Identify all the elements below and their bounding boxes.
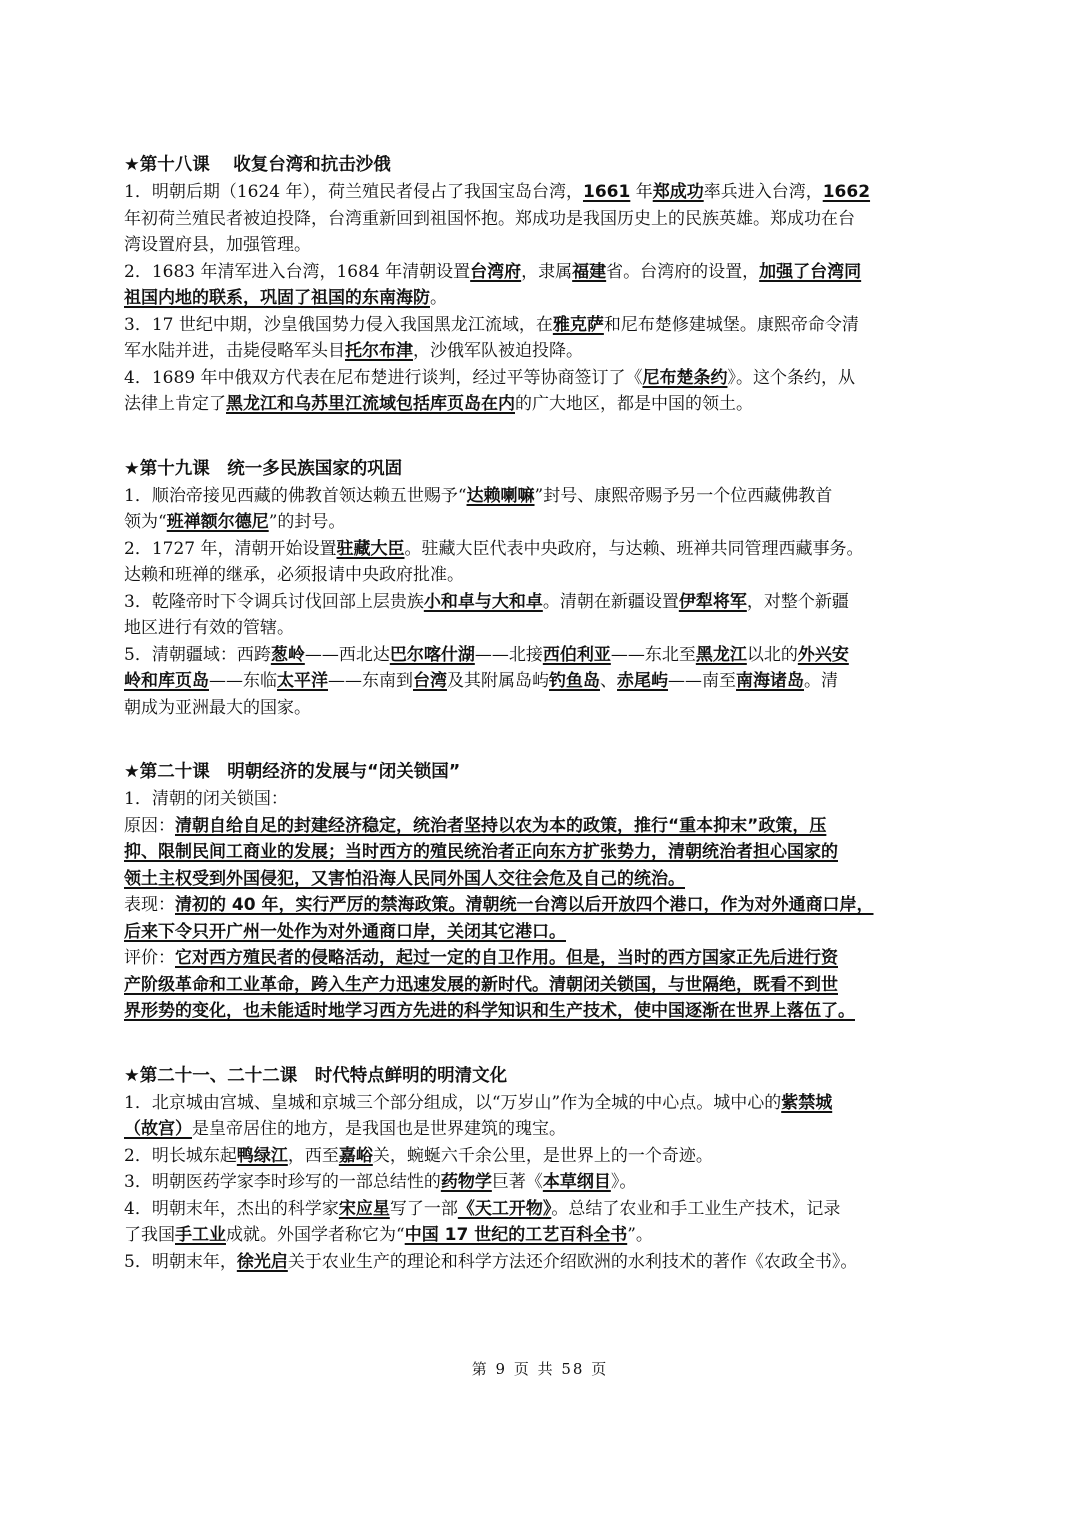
text-segment: 。总结了农业和手工业生产技术，记录: [551, 1198, 841, 1219]
key-term: 黑龙江: [695, 644, 747, 665]
lesson-title: ★第二十一、二十二课 时代特点鲜明的明清文化: [124, 1065, 508, 1086]
text-line: [124, 1222, 1012, 1249]
key-term: 药物学: [440, 1172, 492, 1192]
lesson-section: [124, 152, 1012, 418]
text-segment: ——西北达: [304, 644, 390, 665]
key-term: 驻藏大臣: [336, 538, 405, 559]
key-term: 台湾: [413, 671, 447, 691]
text-segment: 年: [630, 182, 653, 202]
text-segment: 评价：: [124, 948, 175, 968]
key-term: 中国 17 世纪的工艺百科全书: [404, 1225, 628, 1245]
key-term: 产阶级革命和工业革命，跨入生产力迅速发展的新时代。清朝闭关锁国，与世隔绝，既看不到世: [124, 974, 838, 995]
key-term: 抑、限制民间工商业的发展；当时西方的殖民统治者正向东方扩张势力，清朝统治者担心国家的: [124, 842, 838, 862]
text-segment: 2．明长城东起: [124, 1145, 237, 1166]
text-segment: 巨著《: [491, 1172, 543, 1192]
text-line: [124, 1090, 1012, 1117]
text-segment: 5．明朝末年，: [124, 1251, 237, 1272]
key-term: 宋应星: [338, 1198, 390, 1219]
text-line: [124, 1249, 1012, 1276]
key-term: 清朝自给自足的封建经济稳定，统治者坚持以农为本的政策，推行“重本抑末”政策，压: [175, 815, 827, 836]
text-segment: 。驻藏大臣代表中央政府，与达赖、班禅共同管理西藏事务。: [404, 538, 864, 559]
key-term: 黑龙江和乌苏里江流域包括库页岛在内: [226, 394, 515, 414]
text-segment: 》。: [610, 1172, 637, 1192]
text-segment: 湾设置府县，加强管理。: [124, 235, 311, 255]
text-segment: 法律上肯定了: [124, 394, 226, 414]
text-line: [124, 839, 1012, 866]
text-segment: ——东北至: [610, 644, 696, 665]
text-segment: 原因：: [124, 815, 175, 836]
key-term: 福建: [572, 261, 607, 282]
text-line: [124, 1116, 1012, 1143]
text-segment: 3．明朝医药学家李时珍写的一部总结性的: [124, 1172, 441, 1192]
text-segment: ”封号、康熙帝赐予另一个位西藏佛教首: [534, 485, 833, 506]
text-segment: 地区进行有效的管辖。: [124, 618, 294, 638]
text-line: [124, 642, 1012, 669]
text-segment: 关，蜿蜒六千余公里，是世界上的一个奇迹。: [372, 1145, 713, 1166]
text-segment: 及其附属岛屿: [447, 671, 549, 691]
text-line: [124, 259, 1012, 286]
text-segment: 1．明朝后期（1624 年），荷兰殖民者侵占了我国宝岛台湾，: [124, 182, 583, 202]
text-segment: 和尼布楚修建城堡。康熙帝命令清: [603, 314, 859, 335]
key-term: 钓鱼岛: [549, 671, 600, 691]
key-term: （故宫）: [124, 1119, 192, 1139]
text-segment: ，西至: [287, 1145, 339, 1166]
text-segment: 。: [430, 288, 447, 308]
key-term: 鸭绿江: [236, 1145, 288, 1166]
text-segment: 1．北京城由宫城、皇城和京城三个部分组成，以“万岁山”作为全城的中心点。城中心的: [124, 1092, 782, 1113]
key-term: 它对西方殖民者的侵略活动，起过一定的自卫作用。但是，当时的西方国家正先后进行资: [175, 948, 838, 968]
key-term: 《天工开物》: [457, 1198, 552, 1219]
text-segment: 2．1727 年，清朝开始设置: [124, 538, 337, 559]
key-term: 葱岭: [270, 644, 305, 665]
key-term: 西伯利亚: [542, 644, 611, 665]
text-line: [124, 562, 1012, 589]
text-line: [124, 206, 1012, 233]
text-line: [124, 509, 1012, 536]
text-line: [124, 365, 1012, 392]
text-segment: ——南至: [668, 671, 736, 691]
key-term: 紫禁城: [781, 1092, 833, 1113]
text-segment: 写了一部: [389, 1198, 458, 1219]
key-term: 1661: [582, 182, 631, 202]
text-segment: 4．明朝末年，杰出的科学家: [124, 1198, 339, 1219]
text-segment: 朝成为亚洲最大的国家。: [124, 697, 311, 718]
text-segment: 领为“: [124, 512, 167, 532]
key-term: 巴尔喀什湖: [389, 644, 475, 665]
text-line: [124, 312, 1012, 339]
text-line: [124, 232, 1012, 259]
lesson-section: [124, 456, 1012, 722]
key-term: 加强了台湾同: [759, 261, 862, 282]
lesson-title: ★第十九课 统一多民族国家的巩固: [124, 458, 403, 479]
text-segment: ”。: [627, 1225, 653, 1245]
text-segment: 的广大地区，都是中国的领土。: [515, 394, 753, 414]
text-segment: 。清朝在新疆设置: [542, 591, 679, 612]
text-line: [124, 1169, 1012, 1196]
text-line: [124, 945, 1012, 972]
text-line: [124, 892, 1012, 919]
text-segment: 3．乾隆帝时下令调兵讨伐回部上层贵族: [124, 591, 424, 612]
key-term: 岭和库页岛: [124, 671, 209, 691]
key-term: 达赖喇嘛: [466, 485, 535, 506]
text-line: [124, 483, 1012, 510]
key-term: 徐光启: [236, 1251, 288, 1272]
text-line: [124, 813, 1012, 840]
text-line: [124, 1196, 1012, 1223]
text-segment: ——东南到: [328, 671, 413, 691]
key-term: 尼布楚条约: [642, 367, 728, 388]
lesson-title: ★第十八课 收复台湾和抗击沙俄: [124, 155, 391, 175]
text-segment: 1．顺治帝接见西藏的佛教首领达赖五世赐予“: [124, 485, 467, 506]
text-segment: 率兵进入台湾，: [703, 182, 823, 202]
document-body: [124, 152, 1012, 1313]
text-segment: 2．1683 年清军进入台湾，1684 年清朝设置: [124, 261, 471, 282]
lesson-title: ★第二十课 明朝经济的发展与“闭关锁国”: [124, 762, 461, 782]
text-segment: 表现：: [124, 895, 175, 915]
key-term: 本草纲目: [542, 1172, 611, 1192]
text-line: [124, 695, 1012, 722]
text-line: [124, 998, 1012, 1025]
text-segment: 年初荷兰殖民者被迫投降，台湾重新回到祖国怀抱。郑成功是我国历史上的民族英雄。郑成功在台: [124, 208, 855, 229]
key-term: 清初的 40 年，实行严厉的禁海政策。清朝统一台湾以后开放四个港口，作为对外通商口岸，: [175, 895, 874, 915]
text-line: [124, 536, 1012, 563]
text-segment: 1．清朝的闭关锁国：: [124, 789, 288, 809]
text-line: [124, 179, 1012, 206]
text-line: [124, 391, 1012, 418]
key-term: 伊犁将军: [678, 591, 747, 612]
key-term: 嘉峪: [338, 1145, 373, 1166]
text-line: [124, 866, 1012, 893]
text-segment: 达赖和班禅的继承，必须报请中央政府批准。: [124, 565, 464, 585]
key-term: 1662: [822, 182, 871, 202]
key-term: 雅克萨: [552, 314, 604, 335]
key-term: 外兴安: [797, 644, 849, 665]
key-term: 赤尾屿: [617, 671, 668, 691]
key-term: 南海诸岛: [736, 671, 804, 691]
text-segment: ——北接: [474, 644, 543, 665]
text-segment: ”的封号。: [268, 512, 346, 532]
text-line: [124, 972, 1012, 999]
text-segment: ，沙俄军队被迫投降。: [413, 341, 583, 361]
text-line: [124, 285, 1012, 312]
key-term: 手工业: [175, 1225, 226, 1245]
text-line: [124, 919, 1012, 946]
text-segment: 》。这个条约，从: [727, 367, 855, 388]
key-term: 领土主权受到外国侵犯，又害怕沿海人民同外国人交往会危及自己的统治。: [124, 868, 685, 889]
text-segment: ，隶属: [521, 261, 573, 282]
text-segment: 成就。外国学者称它为“: [226, 1225, 405, 1245]
text-segment: 。清: [804, 671, 838, 691]
text-segment: 关于农业生产的理论和科学方法还介绍欧洲的水利技术的著作《农政全书》。: [287, 1251, 858, 1272]
text-segment: 3．17 世纪中期，沙皇俄国势力侵入我国黑龙江流域，在: [124, 314, 553, 335]
text-line: [124, 615, 1012, 642]
key-term: 后来下令只开广州一处作为对外通商口岸，关闭其它港口。: [124, 921, 566, 942]
lesson-section: [124, 1063, 1012, 1276]
key-term: 郑成功: [652, 182, 704, 202]
text-segment: 以北的: [746, 644, 798, 665]
text-line: [124, 786, 1012, 813]
text-segment: 省。台湾府的设置，: [606, 261, 760, 282]
lesson-section: [124, 759, 1012, 1025]
text-segment: 了我国: [124, 1225, 175, 1245]
key-term: 祖国内地的联系，巩固了祖国的东南海防: [124, 288, 430, 308]
text-segment: 5．清朝疆域：西跨: [124, 644, 271, 665]
text-segment: ——东临: [209, 671, 277, 691]
text-line: [124, 1143, 1012, 1170]
text-segment: 4．1689 年中俄双方代表在尼布楚进行谈判，经过平等协商签订了《: [124, 367, 643, 388]
key-term: 小和卓与大和卓: [423, 591, 543, 612]
text-line: [124, 338, 1012, 365]
text-segment: 、: [600, 671, 617, 691]
key-term: 班禅额尔德尼: [166, 512, 269, 532]
text-line: [124, 668, 1012, 695]
text-segment: 是皇帝居住的地方，是我国也是世界建筑的瑰宝。: [192, 1119, 566, 1139]
key-term: 托尔布津: [345, 341, 413, 361]
text-segment: 军水陆并进，击毙侵略军头目: [124, 341, 345, 361]
text-segment: ，对整个新疆: [746, 591, 849, 612]
key-term: 台湾府: [470, 261, 522, 282]
page-number: 第 9 页 共 58 页: [471, 1360, 609, 1378]
key-term: 界形势的变化，也未能适时地学习西方先进的科学知识和生产技术，使中国逐渐在世界上落伍了。: [124, 1001, 855, 1021]
key-term: 太平洋: [277, 671, 328, 691]
text-line: [124, 589, 1012, 616]
